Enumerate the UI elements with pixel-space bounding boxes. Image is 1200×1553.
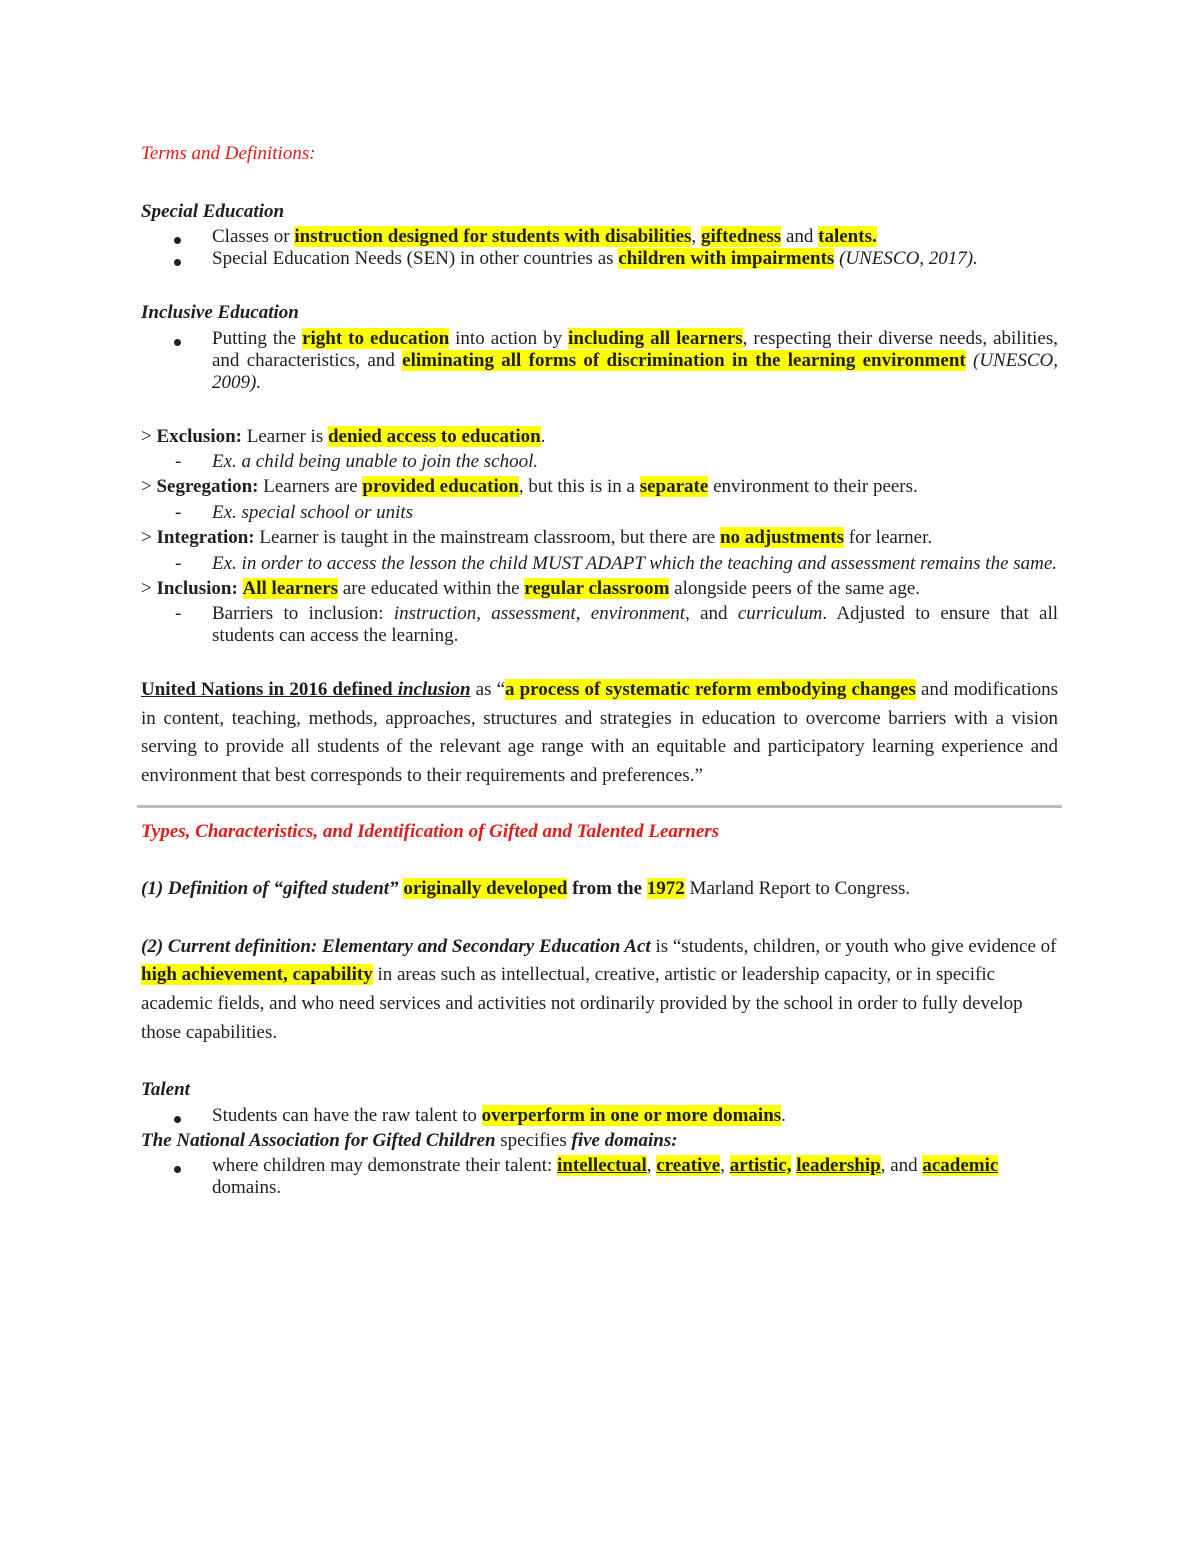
highlight: a process of systematic reform embodying changes <box>505 679 916 701</box>
list-item: - Ex. in order to access the lesson the child MUST ADAPT which the teaching and assessment remains the same. <box>212 553 1058 575</box>
list-item: Students can have the raw talent to overperform in one or more domains. <box>212 1105 1058 1127</box>
highlight: provided education <box>362 476 519 498</box>
term-exclusion: > Exclusion: Learner is denied access to education. <box>141 425 546 447</box>
domains-list <box>141 1155 1058 1199</box>
list-item: Putting the right to education into action by including all learners, respecting their diverse needs, abilities, and characteristics, and eliminating all forms of discrimination in the learning environment (UNESCO, 2009). <box>212 327 1058 393</box>
highlight: regular classroom <box>524 577 670 599</box>
highlight: instruction designed for students with disabilities <box>294 226 692 248</box>
section-title-terms: Terms and Definitions: <box>141 143 316 164</box>
highlight: originally developed <box>403 878 568 900</box>
highlight: 1972 <box>646 878 685 900</box>
highlight: artistic, <box>729 1155 792 1177</box>
term-integration: > Integration: Learner is taught in the mainstream classroom, but there are no adjustments for learner. <box>141 526 933 548</box>
section-title-gifted: Types, Characteristics, and Identification of Gifted and Talented Learners <box>141 820 720 842</box>
list-item: Special Education Needs (SEN) in other countries as children with impairments (UNESCO, 2017). <box>212 248 1058 270</box>
heading-special-education: Special Education <box>141 200 285 222</box>
term-segregation: > Segregation: Learners are provided education, but this is in a separate environment to their peers. <box>141 476 918 498</box>
list-item: where children may demonstrate their talent: intellectual, creative, artistic, leadership, and academic domains. <box>212 1155 1058 1199</box>
talent-list <box>141 1105 1058 1127</box>
highlight: talents. <box>818 226 877 248</box>
highlight: no adjustments <box>719 526 845 548</box>
citation: (UNESCO, 2017). <box>834 248 978 270</box>
list-item: - Barriers to inclusion: instruction, assessment, environment, and curriculum. Adjusted to ensure that all students can access the learning. <box>212 603 1058 647</box>
highlight: academic <box>922 1155 999 1177</box>
inclusive-education-list <box>141 328 1058 394</box>
highlight: including all learners <box>568 327 743 349</box>
highlight: eliminating all forms of discrimination in the learning environment <box>402 349 966 371</box>
inclusion-notes <box>141 603 1058 647</box>
citation: (UNESCO, 2009). <box>212 349 1058 393</box>
heading-inclusive-education: Inclusive Education <box>141 302 299 324</box>
highlight: leadership <box>796 1155 881 1177</box>
highlight: intellectual <box>557 1155 647 1177</box>
highlight: All learners <box>242 577 339 599</box>
highlight: denied access to education <box>327 425 541 447</box>
highlight: giftedness <box>700 226 782 248</box>
exclusion-examples <box>141 451 1058 473</box>
heading-talent: Talent <box>141 1079 190 1101</box>
document-body <box>141 140 1058 1199</box>
list-item: - Ex. a child being unable to join the school. <box>212 451 1058 473</box>
highlight: high achievement, capability <box>141 964 373 986</box>
highlight: overperform in one or more domains <box>481 1104 782 1126</box>
nagc-statement: The National Association for Gifted Children specifies five domains: <box>141 1129 678 1151</box>
term-inclusion: > Inclusion: All learners are educated within the regular classroom alongside peers of the same age. <box>141 577 921 599</box>
special-education-list <box>141 226 1058 270</box>
integration-examples <box>141 553 1058 575</box>
highlight: creative <box>656 1155 721 1177</box>
definition-2: (2) Current definition: Elementary and Secondary Education Act is “students, children, or youth who give evidence of high achievement, capability in areas such as intellectual, creative, artistic or leadership capacity, or in specific academic fields, and who need services and activities not ordinarily provided by the school in order to fully develop those capabilities. <box>141 935 1057 1043</box>
list-item: Classes or instruction designed for students with disabilities, giftedness and talents. <box>212 226 1058 248</box>
highlight: separate <box>639 476 709 498</box>
list-item: - Ex. special school or units <box>212 502 1058 524</box>
segregation-examples <box>141 502 1058 524</box>
highlight: children with impairments <box>618 248 835 270</box>
definition-1: (1) Definition of “gifted student” originally developed from the 1972 Marland Report to Congress. <box>141 878 911 900</box>
un-definition-paragraph: United Nations in 2016 defined inclusion as “a process of systematic reform embodying changes and modifications in content, teaching, methods, approaches, structures and strategies in education to overcome barriers with a vision serving to provide all students of the relevant age range with an equitable and participatory learning experience and environment that best corresponds to their requirements and preferences.” <box>141 679 1058 786</box>
section-divider <box>137 805 1062 808</box>
highlight: right to education <box>302 327 450 349</box>
